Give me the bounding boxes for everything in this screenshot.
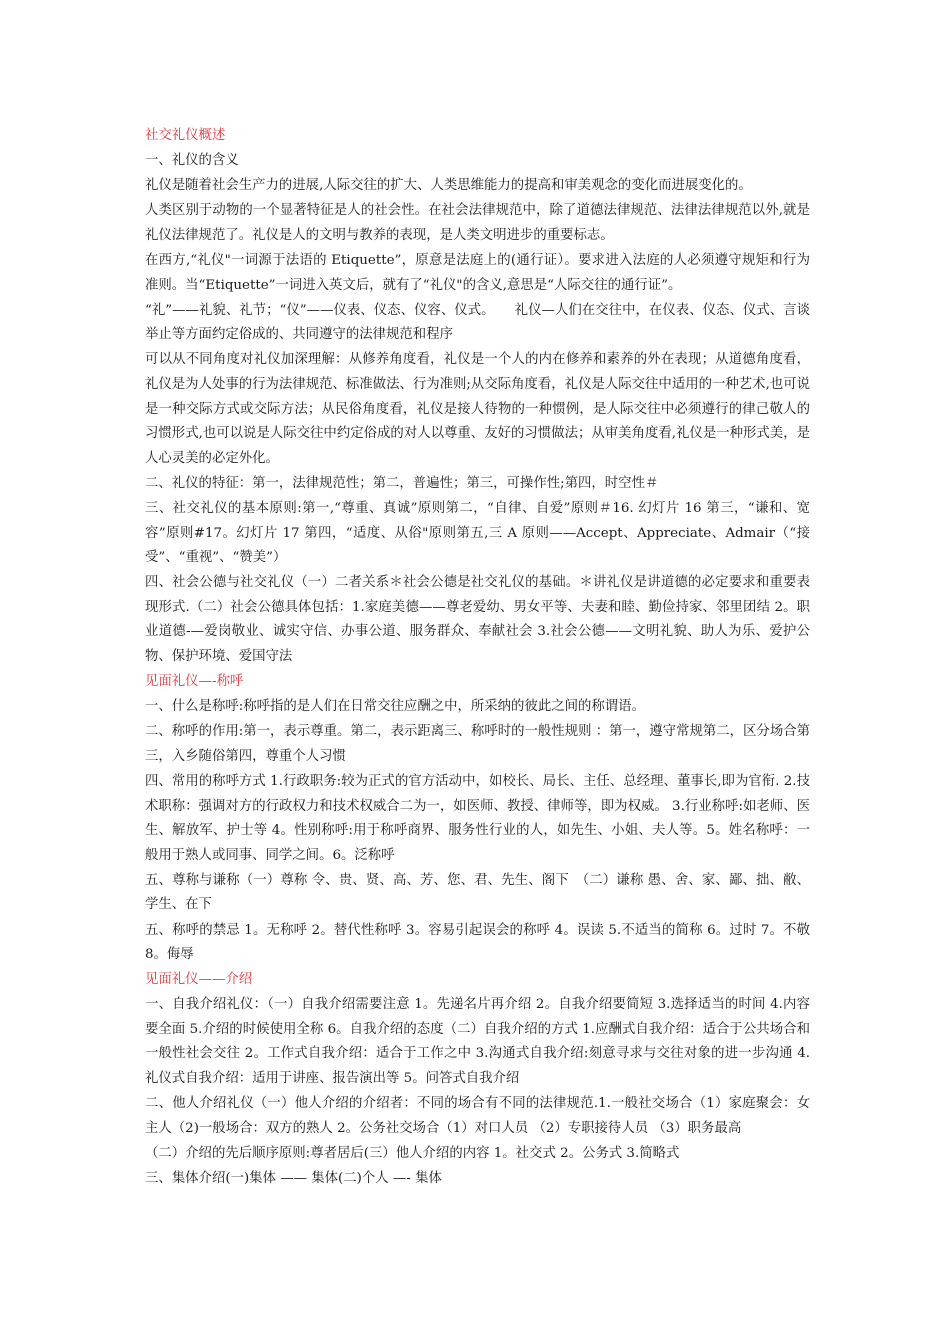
paragraph: 人类区别于动物的一个显著特征是人的社会性。在社会法律规范中，除了道德法律规范、法律法律规范以外,就是礼仪法律规范了。礼仪是人的文明与教养的表现，是人类文明进步的重要标志。 <box>145 203 810 243</box>
paragraph: 四、常用的称呼方式 1.行政职务:较为正式的官方活动中，如校长、局长、主任、总经理、董事长,即为官衔. 2.技术职称：强调对方的行政权力和技术权威合二为一，如医师、教授、律师等，即为权威。 3.行业称呼:如老师、医生、解放军、护士等 4。性别称呼:用于称呼商界、服务性行业的人，如先生、小姐、夫人等。5。姓名称呼：一般用于熟人或同事、同学之间。6。泛称呼 <box>145 773 810 863</box>
paragraph: 礼仪是随着社会生产力的进展,人际交往的扩大、人类思维能力的提高和审美观念的变化而进展变化的。 <box>145 178 752 194</box>
paragraph: 二、他人介绍礼仪（一）他人介绍的介绍者：不同的场合有不同的法律规范.1.一般社交场合（1）家庭聚会：女主人（2)一般场合：双方的熟人 2。公务社交场合（1）对口人员 （2）专职接待人员 （3）职务最高 <box>145 1096 810 1136</box>
paragraph: “礼”——礼貌、礼节；“仪”——仪表、仪态、仪容、仪式。 礼仪—人们在交往中，在仪表、仪态、仪式、言谈举止等方面约定俗成的、共同遵守的法律规范和程序 <box>145 302 810 343</box>
paragraph: 一、礼仪的含义 <box>145 153 239 169</box>
paragraph: （二）介绍的先后顺序原则:尊者居后(三）他人介绍的内容 1。社交式 2。公务式 3.简略式 <box>145 1145 680 1161</box>
paragraph: 三、社交礼仪的基本原则:第一,“尊重、真诚”原则第二，“自律、自爱”原则＃16. 幻灯片 16 第三，“谦和、宽容”原则#17。幻灯片 17 第四，“适度、从俗"原则第五,三 A 原则——Accept、Appreciate、Admair（“接受”、“重视”、“赞美”） <box>145 500 810 566</box>
paragraph: 一、自我介绍礼仪：（一）自我介绍需要注意 1。先递名片再介绍 2。自我介绍要简短 3.选择适当的时间 4.内容要全面 5.介绍的时候使用全称 6。自我介绍的态度（二）自我介绍的方式 1.应酬式自我介绍：适合于公共场合和一般性社会交往 2。工作式自我介绍：适合于工作之中 3.沟通式自我介绍:刻意寻求与交往对象的进一步沟通 4.礼仪式自我介绍：适用于讲座、报告演出等 5。问答式自我介绍 <box>145 997 810 1087</box>
paragraph: 五、尊称与谦称（一）尊称 令、贵、贤、高、芳、您、君、先生、阁下 （二）谦称 愚、舍、家、鄙、拙、敝、学生、在下 <box>145 872 810 913</box>
paragraph: 可以从不同角度对礼仪加深理解：从修养角度看，礼仪是一个人的内在修养和素养的外在表现；从道德角度看，礼仪是为人处事的行为法律规范、标准做法、行为准则;从交际角度看，礼仪是人际交往中适用的一种艺术,也可说是一种交际方式或交际方法；从民俗角度看，礼仪是接人待物的一种惯例，是人际交往中必须遵行的律己敬人的习惯形式,也可以说是人际交往中约定俗成的对人以尊重、友好的习惯做法；从审美角度看,礼仪是一种形式美，是人心灵美的必定外化。 <box>145 352 810 466</box>
paragraph: 二、礼仪的特征：第一，法律规范性；第二，普遍性；第三，可操作性;第四，时空性＃ <box>145 475 659 491</box>
paragraph: 五、称呼的禁忌 1。无称呼 2。替代性称呼 3。容易引起误会的称呼 4。误读 5.不适当的简称 6。过时 7。不敬 8。侮辱 <box>145 922 810 963</box>
paragraph: 一、什么是称呼:称呼指的是人们在日常交往应酬之中，所采纳的彼此之间的称谓语。 <box>145 699 645 715</box>
section-heading-introduction: 见面礼仪——介绍 <box>145 972 253 988</box>
paragraph: 二、称呼的作用:第一，表示尊重。第二，表示距离三、称呼时的一般性规则 ：第一，遵守常规第二，区分场合第三，入乡随俗第四，尊重个人习惯 <box>145 724 810 764</box>
section-heading-overview: 社交礼仪概述 <box>145 128 226 143</box>
section-heading-greeting: 见面礼仪—-称呼 <box>145 674 244 690</box>
paragraph: 四、社会公德与社交礼仪（一）二者关系＊社会公德是社交礼仪的基础。＊讲礼仪是讲道德的必定要求和重要表现形式.（二）社会公德具体包括：1.家庭美德——尊老爱幼、男女平等、夫妻和睦、勤俭持家、邻里团结 2。职业道德-—爱岗敬业、诚实守信、办事公道、服务群众、奉献社会 3.社会公德——文明礼貌、助人为乐、爱护公物、保护环境、爱国守法 <box>145 575 810 664</box>
document-page <box>145 124 810 1192</box>
paragraph: 三、集体介绍(一)集体 —— 集体(二)个人 —- 集体 <box>145 1170 442 1186</box>
paragraph: 在西方,“礼仪"一词源于法语的 Etiquette”，原意是法庭上的(通行证）。要求进入法庭的人必须遵守规矩和行为准则。当“Etiquette”一词进入英文后，就有了“礼仪"的含义,意思是“人际交往的通行证”。 <box>145 252 810 293</box>
